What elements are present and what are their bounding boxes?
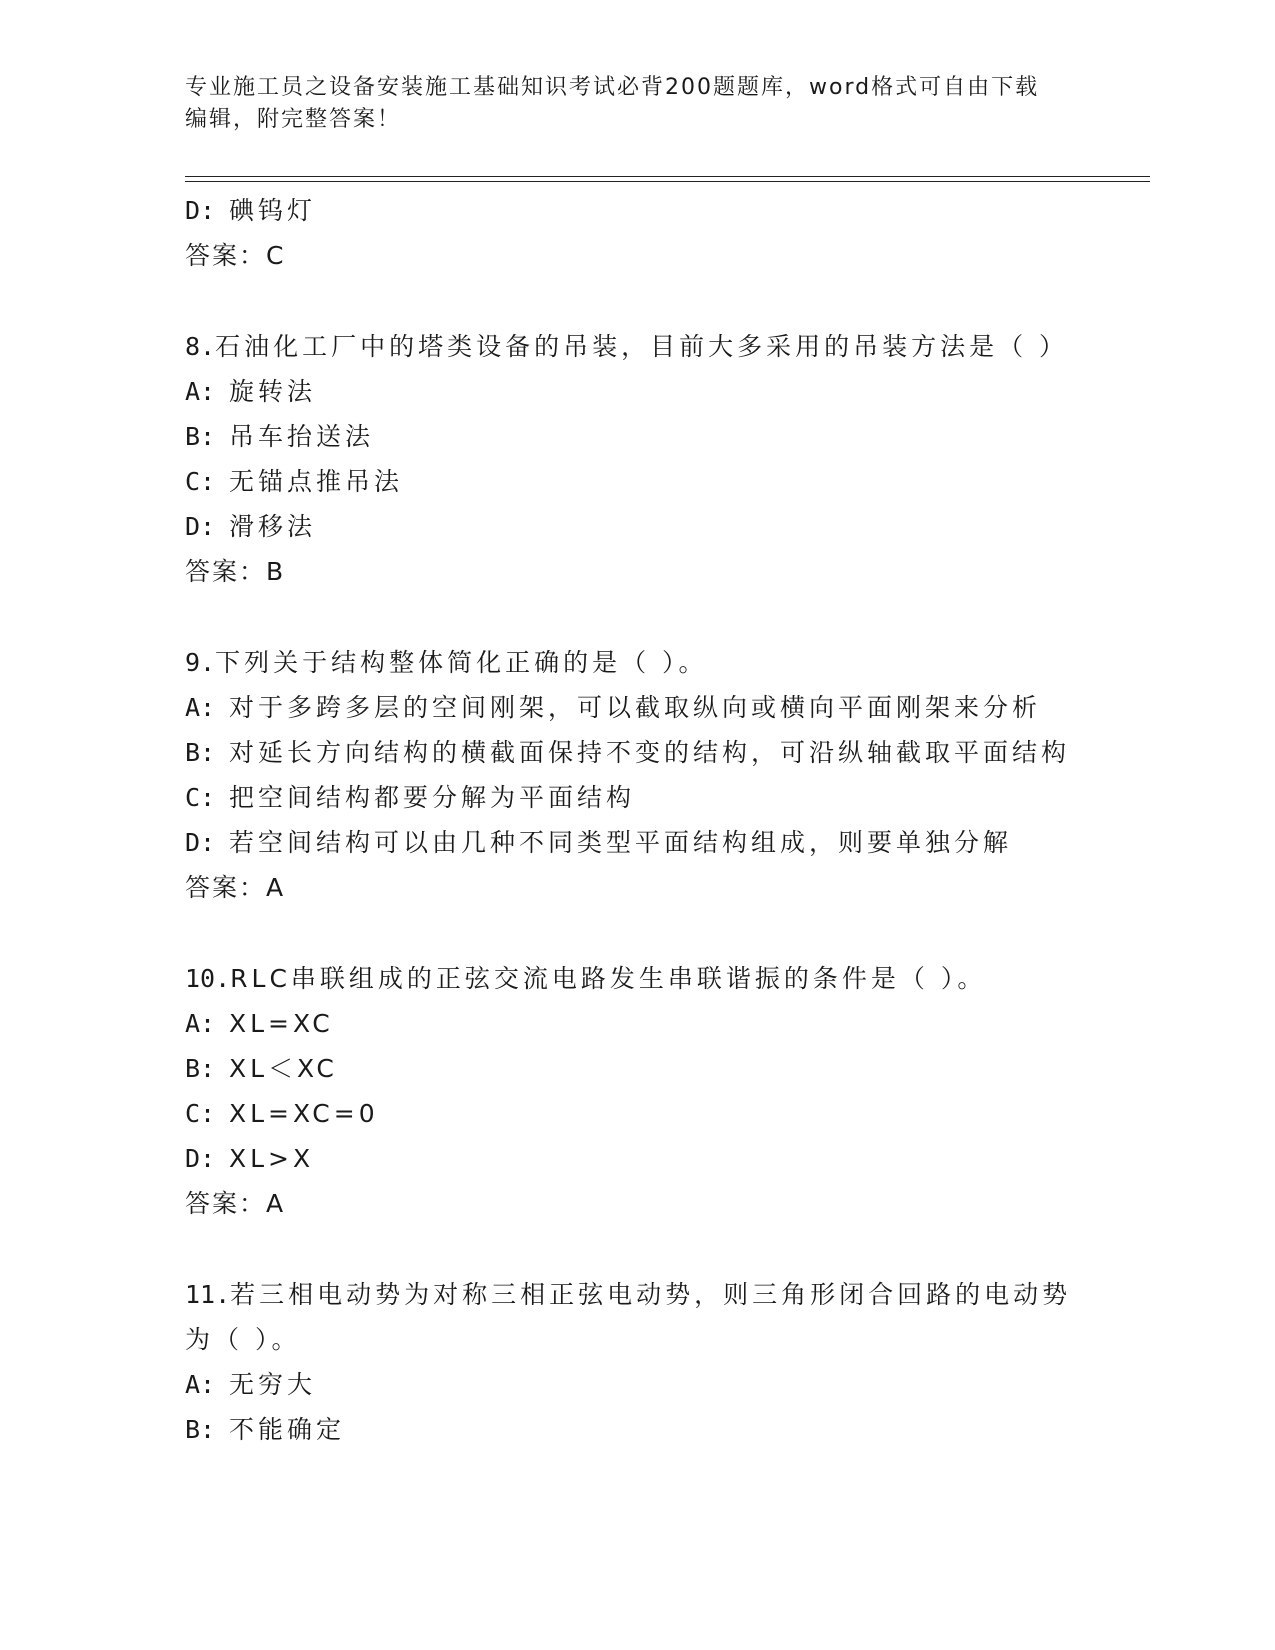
option-text: 若空间结构可以由几种不同类型平面结构组成，则要单独分解 [229,828,1013,857]
option-key: D: [185,196,216,225]
question-stem [185,956,1145,1001]
question-number: 8. [185,332,216,361]
option-text: XL=XC=0 [229,1099,379,1128]
header-divider-top [185,176,1150,177]
option-b [185,1407,1145,1452]
option-key: A: [185,1370,216,1399]
option-d [185,188,1145,233]
option-key: A: [185,1009,216,1038]
option-key: C: [185,1099,216,1128]
option-text: 碘钨灯 [229,196,317,225]
option-text: 对于多跨多层的空间刚架，可以截取纵向或横向平面刚架来分析 [229,693,1042,722]
spacer [185,1226,1145,1272]
option-d [185,1136,1145,1181]
question-stem [185,1272,1145,1317]
option-text: XL>X [229,1144,315,1173]
option-text: 无穷大 [229,1370,317,1399]
spacer [185,594,1145,640]
question-list [185,188,1145,1452]
option-key: D: [185,1144,216,1173]
question-text: 下列关于结构整体简化正确的是（ ）。 [215,648,708,677]
option-text: 把空间结构都要分解为平面结构 [229,783,636,812]
option-text: 对延长方向结构的横截面保持不变的结构，可沿纵轴截取平面结构 [229,738,1071,767]
header-divider-bottom [185,181,1150,182]
question-stem-continued: 为（ ）。 [185,1325,301,1354]
question-stem [185,640,1145,685]
option-key: B: [185,422,216,451]
question-text: 石油化工厂中的塔类设备的吊装，目前大多采用的吊装方法是（ ） [215,332,1069,361]
question-text: RLC串联组成的正弦交流电路发生串联谐振的条件是（ ）。 [230,964,987,993]
option-text: XL＜XC [229,1054,338,1083]
header-title-line-2: 编辑，附完整答案！ [185,107,402,132]
option-key: B: [185,1054,216,1083]
option-a [185,1001,1145,1046]
question-text: 若三相电动势为对称三相正弦电动势，则三角形闭合回路的电动势 [230,1280,1072,1309]
question-stem [185,324,1145,369]
option-b [185,414,1145,459]
question-8 [185,324,1145,594]
option-key: D: [185,512,216,541]
option-c [185,1091,1145,1136]
question-number: 11. [185,1280,231,1309]
answer-line: 答案：A [185,873,286,902]
option-key: A: [185,377,216,406]
question-number: 9. [185,648,216,677]
option-key: B: [185,738,216,767]
option-key: A: [185,693,216,722]
option-a [185,685,1145,730]
option-text: 无锚点推吊法 [229,467,404,496]
option-text: 不能确定 [229,1415,346,1444]
option-a [185,369,1145,414]
answer-line: 答案：B [185,557,286,586]
option-b [185,1046,1145,1091]
page-header [185,72,1065,136]
option-key: D: [185,828,216,857]
option-text: 旋转法 [229,377,317,406]
option-text: 滑移法 [229,512,317,541]
question-9 [185,640,1145,910]
option-d [185,504,1145,549]
option-key: C: [185,467,216,496]
option-a [185,1362,1145,1407]
option-key: C: [185,783,216,812]
option-b [185,730,1145,775]
spacer [185,910,1145,956]
question-10 [185,956,1145,1226]
question-number: 10. [185,964,231,993]
option-text: 吊车抬送法 [229,422,375,451]
option-key: B: [185,1415,216,1444]
option-d [185,820,1145,865]
option-c [185,775,1145,820]
option-text: XL=XC [229,1009,334,1038]
option-c [185,459,1145,504]
spacer [185,278,1145,324]
answer-line: 答案：A [185,1189,286,1218]
header-title-line-1: 专业施工员之设备安装施工基础知识考试必背200题题库，word格式可自由下载 [185,75,1040,100]
question-11 [185,1272,1145,1452]
answer-line: 答案：C [185,241,286,270]
